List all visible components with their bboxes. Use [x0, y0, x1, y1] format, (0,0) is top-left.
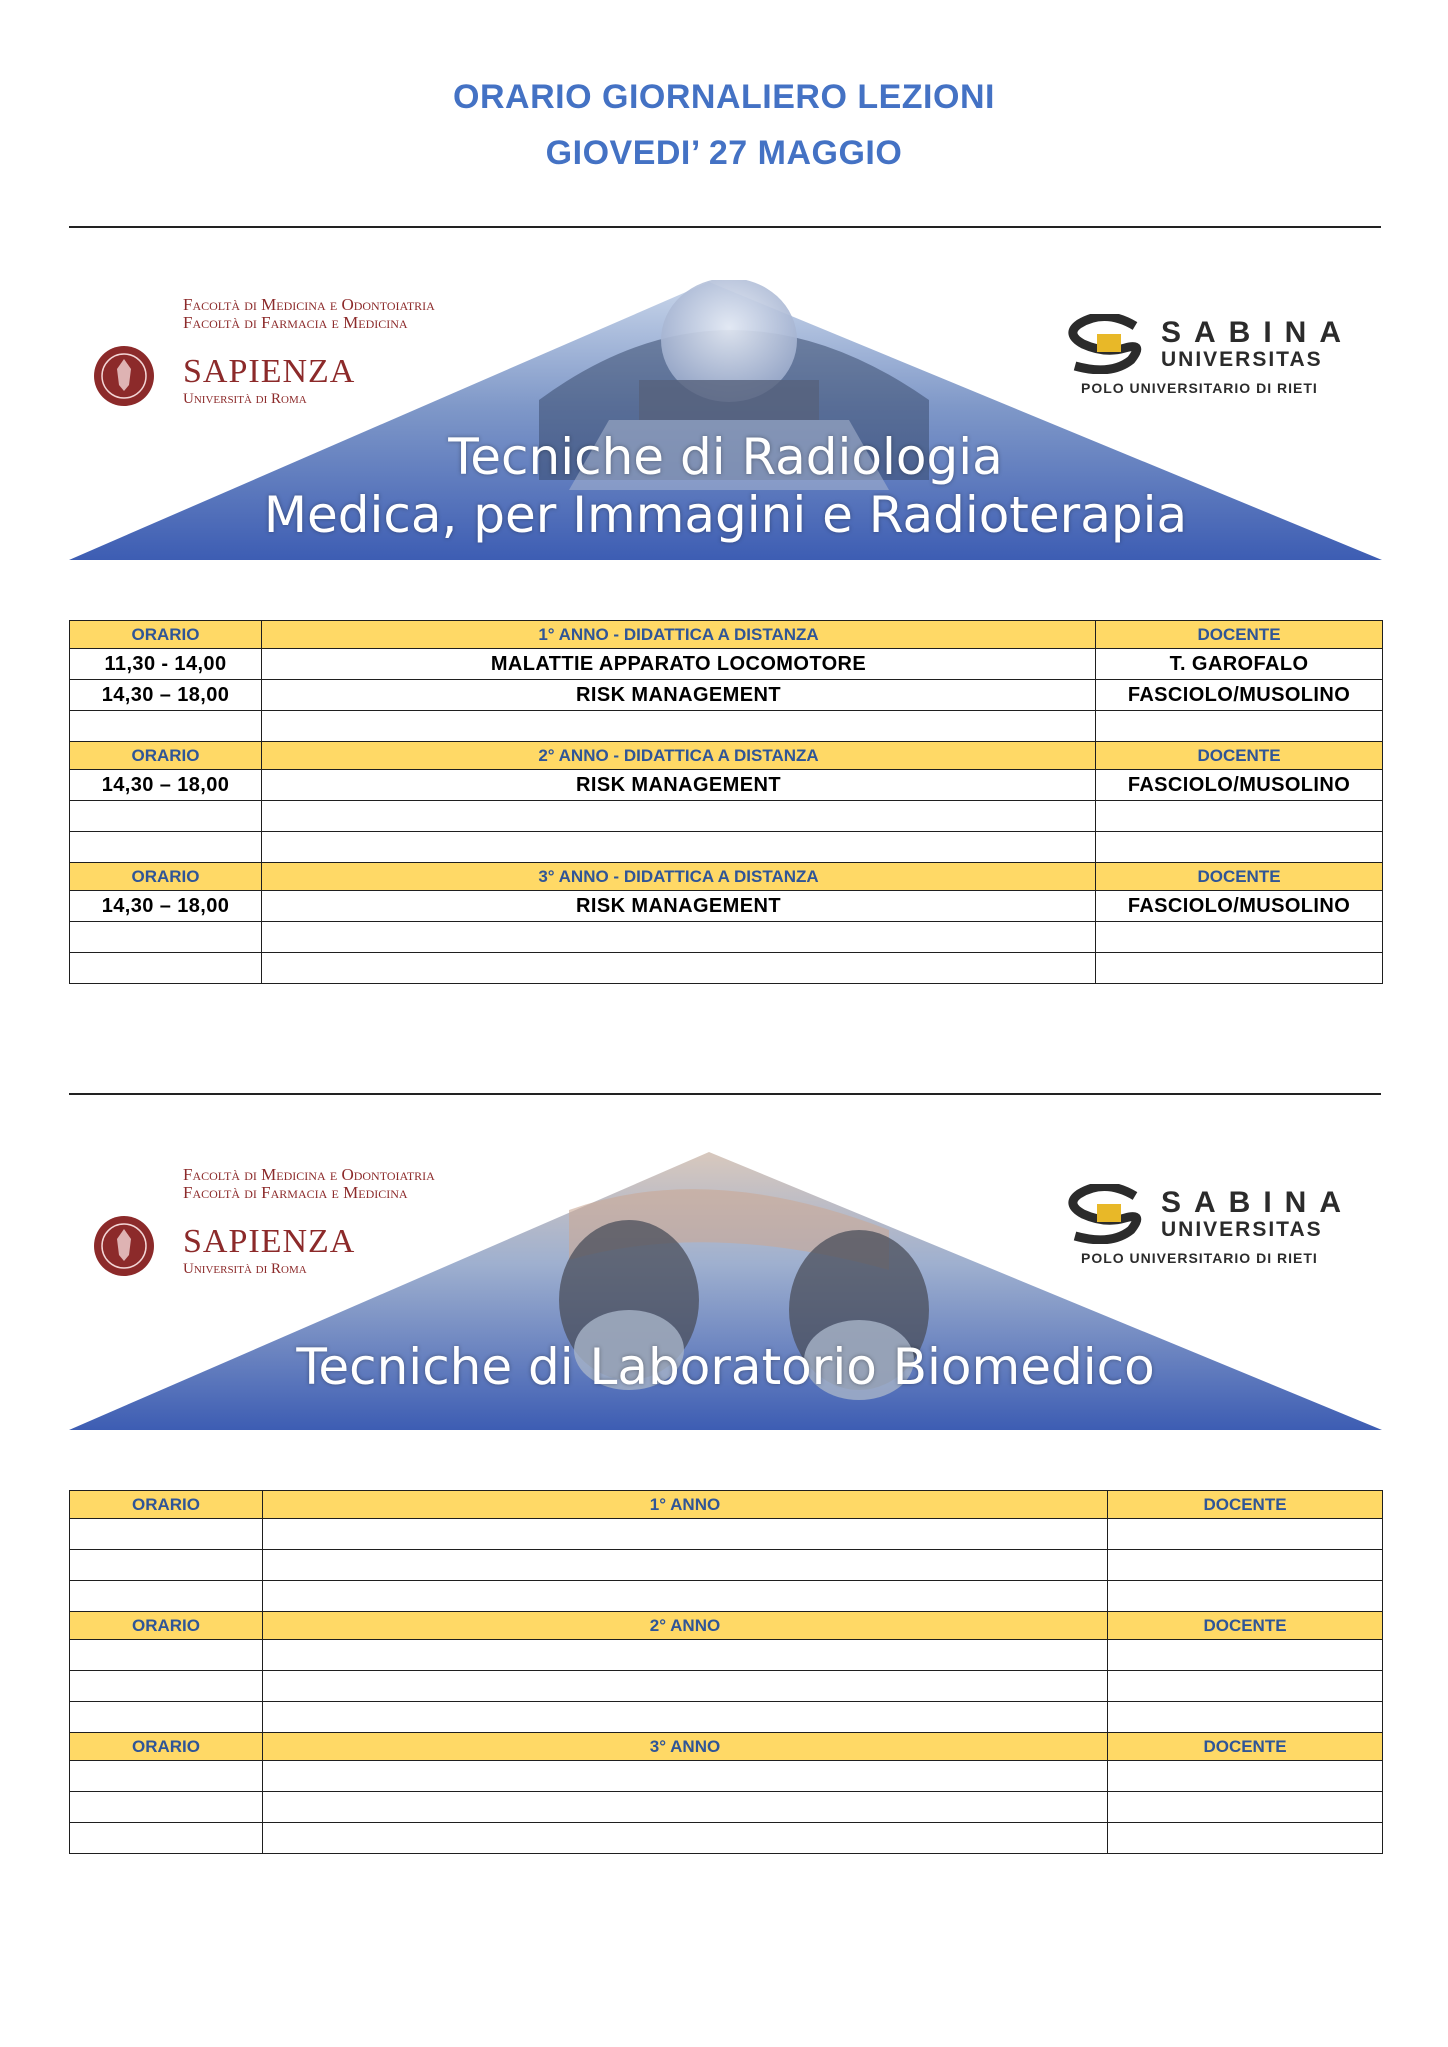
cell-lezione	[262, 801, 1096, 832]
course-title-line-1: Tecniche di Radiologia	[448, 428, 1003, 486]
cell-docente: T. GAROFALO	[1096, 649, 1383, 680]
cell-lezione	[263, 1581, 1108, 1612]
cell-lezione	[263, 1792, 1108, 1823]
header-anno: 3° ANNO	[263, 1733, 1108, 1761]
cell-lezione: RISK MANAGEMENT	[262, 770, 1096, 801]
sapienza-seal-icon	[93, 1215, 155, 1277]
cell-lezione	[263, 1550, 1108, 1581]
course-title	[69, 1338, 1382, 1396]
cell-lezione	[263, 1671, 1108, 1702]
cell-orario	[70, 1550, 263, 1581]
cell-docente	[1108, 1550, 1383, 1581]
cell-docente: FASCIOLO/MUSOLINO	[1096, 680, 1383, 711]
faculty-line-2: Facoltà di Farmacia e Medicina	[183, 313, 408, 332]
cell-orario	[70, 953, 262, 984]
table-row	[70, 1519, 1383, 1550]
header-orario: ORARIO	[70, 742, 262, 770]
table-row	[70, 649, 1383, 680]
course-title-line-2: Medica, per Immagini e Radioterapia	[263, 486, 1188, 544]
cell-docente	[1096, 953, 1383, 984]
sabina-universitas: UNIVERSITAS	[1161, 348, 1323, 371]
cell-lezione: MALATTIE APPARATO LOCOMOTORE	[262, 649, 1096, 680]
cell-docente	[1096, 922, 1383, 953]
header-docente: DOCENTE	[1108, 1491, 1383, 1519]
cell-docente	[1108, 1581, 1383, 1612]
cell-docente	[1108, 1761, 1383, 1792]
cell-orario: 11,30 - 14,00	[70, 649, 262, 680]
header-orario: ORARIO	[70, 863, 262, 891]
table-row	[70, 1792, 1383, 1823]
cell-lezione	[263, 1640, 1108, 1671]
header-orario: ORARIO	[70, 1733, 263, 1761]
faculty-line-2: Facoltà di Farmacia e Medicina	[183, 1183, 408, 1202]
page-title: ORARIO GIORNALIERO LEZIONI	[453, 78, 995, 116]
header-orario: ORARIO	[70, 1612, 263, 1640]
course-banner-laboratorio	[69, 1150, 1382, 1432]
cell-orario	[70, 1823, 263, 1854]
table-row	[70, 891, 1383, 922]
divider	[69, 1093, 1381, 1095]
cell-docente	[1108, 1519, 1383, 1550]
table-header-row	[70, 863, 1383, 891]
cell-docente	[1096, 801, 1383, 832]
cell-orario	[70, 1581, 263, 1612]
cell-lezione	[263, 1823, 1108, 1854]
cell-orario	[70, 801, 262, 832]
table-row	[70, 1823, 1383, 1854]
header-anno: 2° ANNO - DIDATTICA A DISTANZA	[262, 742, 1096, 770]
table-row	[70, 770, 1383, 801]
cell-orario	[70, 922, 262, 953]
cell-docente: FASCIOLO/MUSOLINO	[1096, 891, 1383, 922]
table-row	[70, 1550, 1383, 1581]
header-docente: DOCENTE	[1096, 621, 1383, 649]
sapienza-name: SAPIENZA	[183, 353, 356, 390]
cell-orario	[70, 1792, 263, 1823]
sabina-name: SABINA	[1161, 1186, 1355, 1219]
table-header-row	[70, 742, 1383, 770]
sapienza-subtitle: Università di Roma	[183, 1261, 307, 1277]
header-anno: 1° ANNO	[263, 1491, 1108, 1519]
cell-lezione	[263, 1761, 1108, 1792]
cell-docente	[1108, 1640, 1383, 1671]
sapienza-name: SAPIENZA	[183, 1223, 356, 1260]
cell-docente	[1096, 711, 1383, 742]
header-docente: DOCENTE	[1108, 1612, 1383, 1640]
page-subtitle-date: GIOVEDI’ 27 MAGGIO	[545, 134, 903, 172]
course-banner-radiologia	[69, 280, 1382, 562]
header-docente: DOCENTE	[1096, 742, 1383, 770]
table-row	[70, 832, 1383, 863]
header-orario: ORARIO	[70, 621, 262, 649]
cell-orario: 14,30 – 18,00	[70, 891, 262, 922]
table-row	[70, 711, 1383, 742]
cell-lezione	[263, 1702, 1108, 1733]
table-header-row	[70, 1733, 1383, 1761]
header-orario: ORARIO	[70, 1491, 263, 1519]
schedule-table-radiologia	[69, 620, 1383, 984]
sabina-polo: POLO UNIVERSITARIO DI RIETI	[1081, 1250, 1318, 1266]
faculty-names	[183, 1166, 435, 1202]
cell-orario	[70, 832, 262, 863]
cell-orario	[70, 1671, 263, 1702]
cell-lezione: RISK MANAGEMENT	[262, 680, 1096, 711]
cell-docente	[1096, 832, 1383, 863]
cell-docente	[1108, 1823, 1383, 1854]
table-row	[70, 680, 1383, 711]
cell-lezione: RISK MANAGEMENT	[262, 891, 1096, 922]
table-row	[70, 1761, 1383, 1792]
table-header-row	[70, 621, 1383, 649]
cell-orario	[70, 1519, 263, 1550]
cell-orario	[70, 711, 262, 742]
cell-docente	[1108, 1671, 1383, 1702]
header-anno: 2° ANNO	[263, 1612, 1108, 1640]
course-title	[69, 428, 1382, 544]
cell-lezione	[262, 711, 1096, 742]
table-row	[70, 1671, 1383, 1702]
cell-docente	[1108, 1702, 1383, 1733]
cell-orario	[70, 1702, 263, 1733]
table-header-row	[70, 1612, 1383, 1640]
header-docente: DOCENTE	[1108, 1733, 1383, 1761]
cell-docente	[1108, 1792, 1383, 1823]
header-anno: 3° ANNO - DIDATTICA A DISTANZA	[262, 863, 1096, 891]
cell-lezione	[262, 832, 1096, 863]
course-title-line-1: Tecniche di Laboratorio Biomedico	[296, 1338, 1155, 1396]
table-row	[70, 953, 1383, 984]
table-header-row	[70, 1491, 1383, 1519]
table-row	[70, 1640, 1383, 1671]
sabina-polo: POLO UNIVERSITARIO DI RIETI	[1081, 380, 1318, 396]
divider	[69, 226, 1381, 228]
cell-docente: FASCIOLO/MUSOLINO	[1096, 770, 1383, 801]
sapienza-subtitle: Università di Roma	[183, 391, 307, 407]
table-row	[70, 801, 1383, 832]
faculty-line-1: Facoltà di Medicina e Odontoiatria	[183, 1165, 435, 1184]
header-anno: 1° ANNO - DIDATTICA A DISTANZA	[262, 621, 1096, 649]
cell-orario: 14,30 – 18,00	[70, 680, 262, 711]
table-row	[70, 922, 1383, 953]
faculty-line-1: Facoltà di Medicina e Odontoiatria	[183, 295, 435, 314]
sabina-name: SABINA	[1161, 316, 1355, 349]
table-row	[70, 1581, 1383, 1612]
sabina-universitas: UNIVERSITAS	[1161, 1218, 1323, 1241]
cell-lezione	[263, 1519, 1108, 1550]
sabina-logo-icon	[1065, 1184, 1145, 1244]
sapienza-seal-icon	[93, 345, 155, 407]
table-row	[70, 1702, 1383, 1733]
cell-orario	[70, 1761, 263, 1792]
cell-orario: 14,30 – 18,00	[70, 770, 262, 801]
faculty-names	[183, 296, 435, 332]
header-docente: DOCENTE	[1096, 863, 1383, 891]
cell-orario	[70, 1640, 263, 1671]
cell-lezione	[262, 922, 1096, 953]
cell-lezione	[262, 953, 1096, 984]
sabina-logo-icon	[1065, 314, 1145, 374]
schedule-table-laboratorio	[69, 1490, 1383, 1854]
